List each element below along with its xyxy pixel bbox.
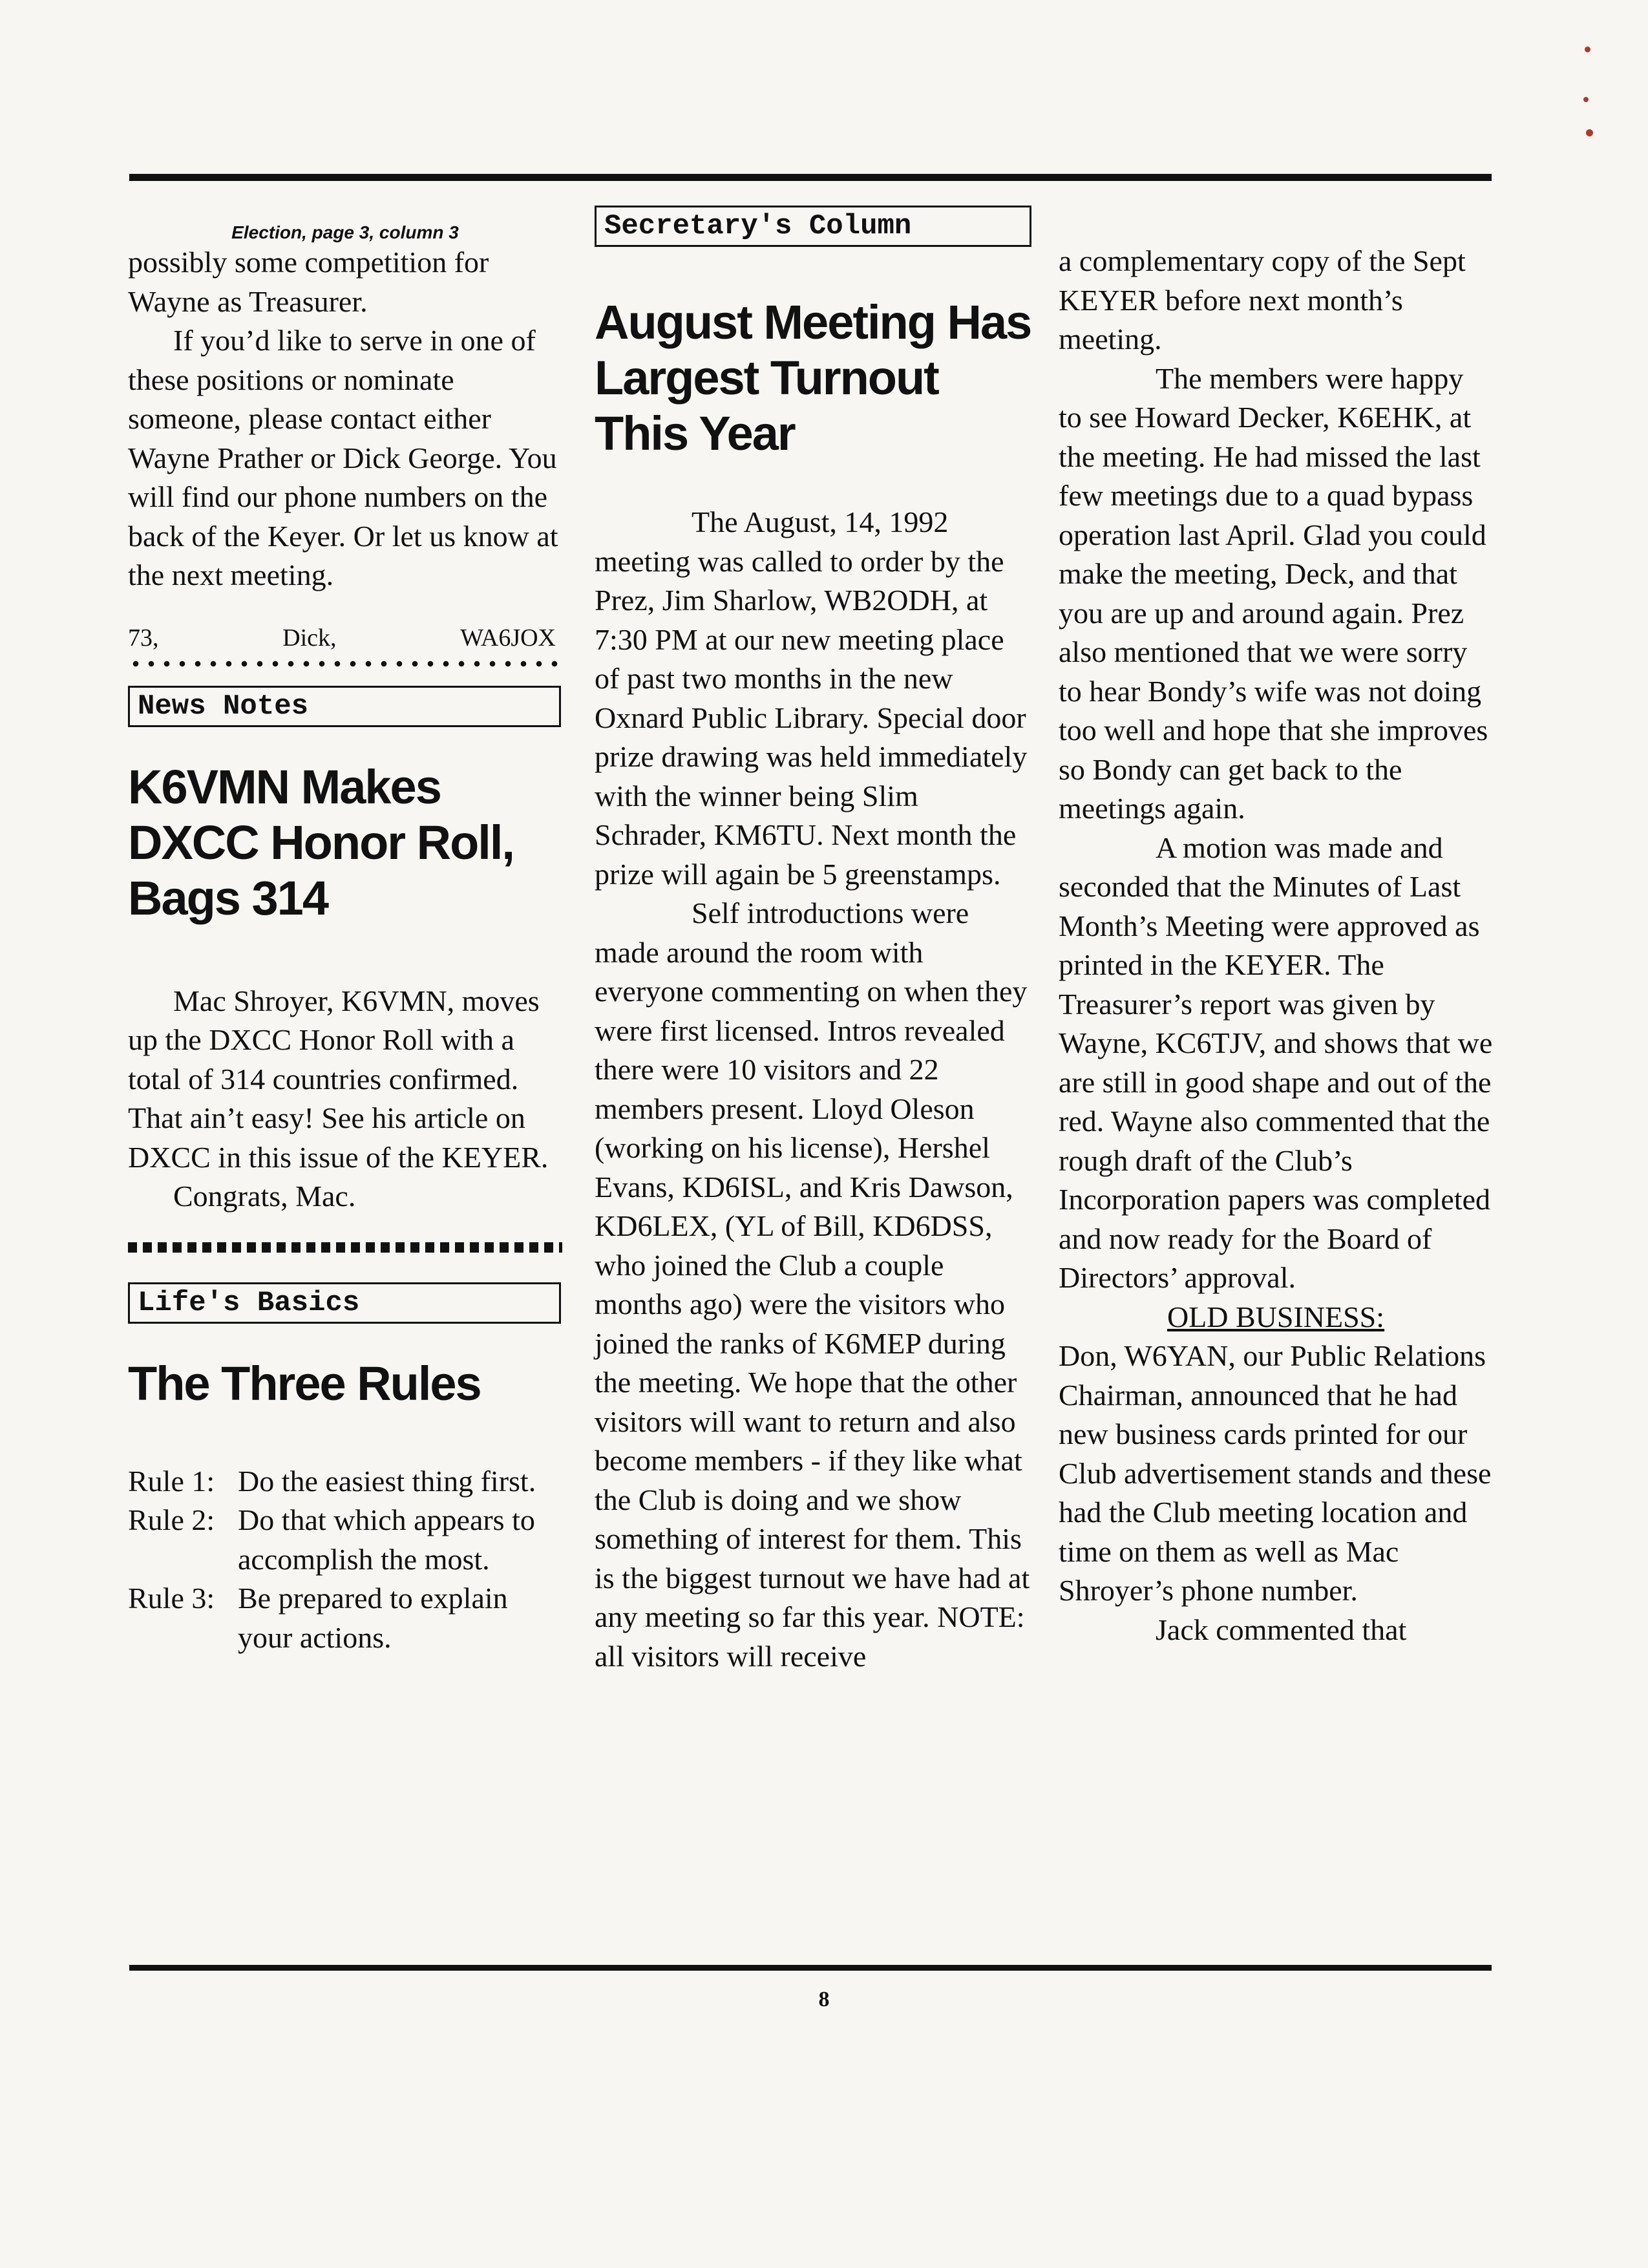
election-paragraph-2: If you’d like to serve in one of these positions or nominate someone, please contact either Wayne Prather or Dick George. You will find our phone numbers on the back of the Keyer. Or let us know at the next meeting. bbox=[128, 324, 558, 591]
rule-label: Rule 1: bbox=[128, 1464, 215, 1498]
news-headline: K6VMN Makes DXCC Honor Roll, Bags 314 bbox=[128, 759, 514, 925]
rule-item bbox=[128, 1501, 562, 1579]
old-business-paragraph: Don, W6YAN, our Public Relations Chairman, announced that he had new business cards printed for our Club advertisement stands and these had the Club meeting location and time on them as well as Mac Shroyer’s phone number. bbox=[1059, 1339, 1492, 1607]
rule-label: Rule 2: bbox=[128, 1503, 215, 1536]
august-meeting-headline: August Meeting Has Largest Turnout This Year bbox=[595, 295, 1031, 460]
page-number: 8 bbox=[818, 1987, 830, 2011]
column-2 bbox=[595, 503, 1034, 1676]
rule-item bbox=[128, 1579, 562, 1657]
rule-item bbox=[128, 1462, 562, 1501]
secretarys-column-section-label: Secretary's Column bbox=[595, 206, 1031, 247]
news-paragraph-2: Congrats, Mac. bbox=[173, 1180, 356, 1213]
lifes-basics-section-label: Life's Basics bbox=[128, 1282, 561, 1324]
sign-off-greeting: 73, bbox=[128, 624, 159, 652]
rule-text: Do that which appears to accomplish the most. bbox=[238, 1503, 535, 1576]
minutes-paragraph-2: The members were happy to see Howard Decker, K6EHK, at the meeting. He had missed the last few meetings due to a quad bypass operation last April. Glad you could make the meeting, Deck, and that you are up and around again. Prez also mentioned that we were sorry to hear Bondy’s wife was not doing too well and hope that she improves so Bondy can get back to the meetings again. bbox=[1059, 361, 1488, 825]
ink-mark bbox=[1583, 97, 1589, 102]
ink-mark bbox=[1585, 47, 1590, 52]
election-paragraph-1: possibly some competition for Wayne as Treasurer. bbox=[128, 246, 489, 318]
top-rule bbox=[129, 174, 1492, 181]
dotted-divider bbox=[128, 660, 562, 668]
sign-off-name: Dick, bbox=[282, 624, 337, 652]
minutes-paragraph-1: a complementary copy of the Sept KEYER before next month’s meeting. bbox=[1059, 244, 1466, 355]
rules-list bbox=[128, 1462, 562, 1658]
column-3 bbox=[1059, 242, 1493, 1649]
news-notes-section-label: News Notes bbox=[128, 686, 561, 727]
meeting-paragraph-2: Self introductions were made around the room with everyone commenting on when they were first licensed. Intros revealed there were 10 visitors and 22 members present. Lloyd Oleson (working on his license), Hershel Evans, KD6ISL, and Kris Dawson, KD6LEX, (YL of Bill, KD6DSS, who joined the Club a couple months ago) were the visitors who joined the ranks of K6MEP during the meeting. We hope that the other visitors will want to return and also become members - if they like what the Club is doing and we show something of interest for them. This is the biggest turnout we have had at any meeting so far this year. NOTE: all visitors will receive bbox=[595, 896, 1030, 1673]
continued-from-label: Election, page 3, column 3 bbox=[231, 222, 459, 242]
sign-off bbox=[128, 624, 562, 652]
rule-label: Rule 3: bbox=[128, 1582, 215, 1615]
ink-mark bbox=[1586, 129, 1593, 136]
column-1 bbox=[128, 207, 562, 1657]
minutes-paragraph-3: A motion was made and seconded that the Minutes of Last Month’s Meeting were approved as printed in the KEYER. The Treasurer’s report was given by Wayne, KC6TJV, and shows that we are still in good shape and out of the red. Wayne also commented that the rough draft of the Club’s Incorporation papers was completed and now ready for the Board of Directors’ approval. bbox=[1059, 831, 1493, 1294]
news-paragraph-1: Mac Shroyer, K6VMN, moves up the DXCC Honor Roll with a total of 314 countries confirmed. That ain’t easy! See his article on DXCC in this issue of the KEYER. bbox=[128, 984, 549, 1174]
bottom-rule bbox=[129, 1965, 1492, 1971]
closing-fragment: Jack commented that bbox=[1156, 1613, 1407, 1646]
three-rules-headline: The Three Rules bbox=[128, 1356, 481, 1410]
dashed-divider bbox=[128, 1242, 562, 1253]
sign-off-callsign: WA6JOX bbox=[460, 624, 556, 652]
meeting-paragraph-1: The August, 14, 1992 meeting was called to order by the Prez, Jim Sharlow, WB2ODH, at 7:30 PM at our new meeting place of past two months in the new Oxnard Public Library. Special door prize drawing was held immediately with the winner being Slim Schrader, KM6TU. Next month the prize will again be 5 greenstamps. bbox=[595, 505, 1028, 891]
old-business-heading-text: OLD BUSINESS: bbox=[1167, 1300, 1385, 1333]
rule-text: Be prepared to explain your actions. bbox=[238, 1582, 508, 1654]
rule-text: Do the easiest thing first. bbox=[238, 1464, 536, 1498]
old-business-heading bbox=[1059, 1298, 1493, 1337]
